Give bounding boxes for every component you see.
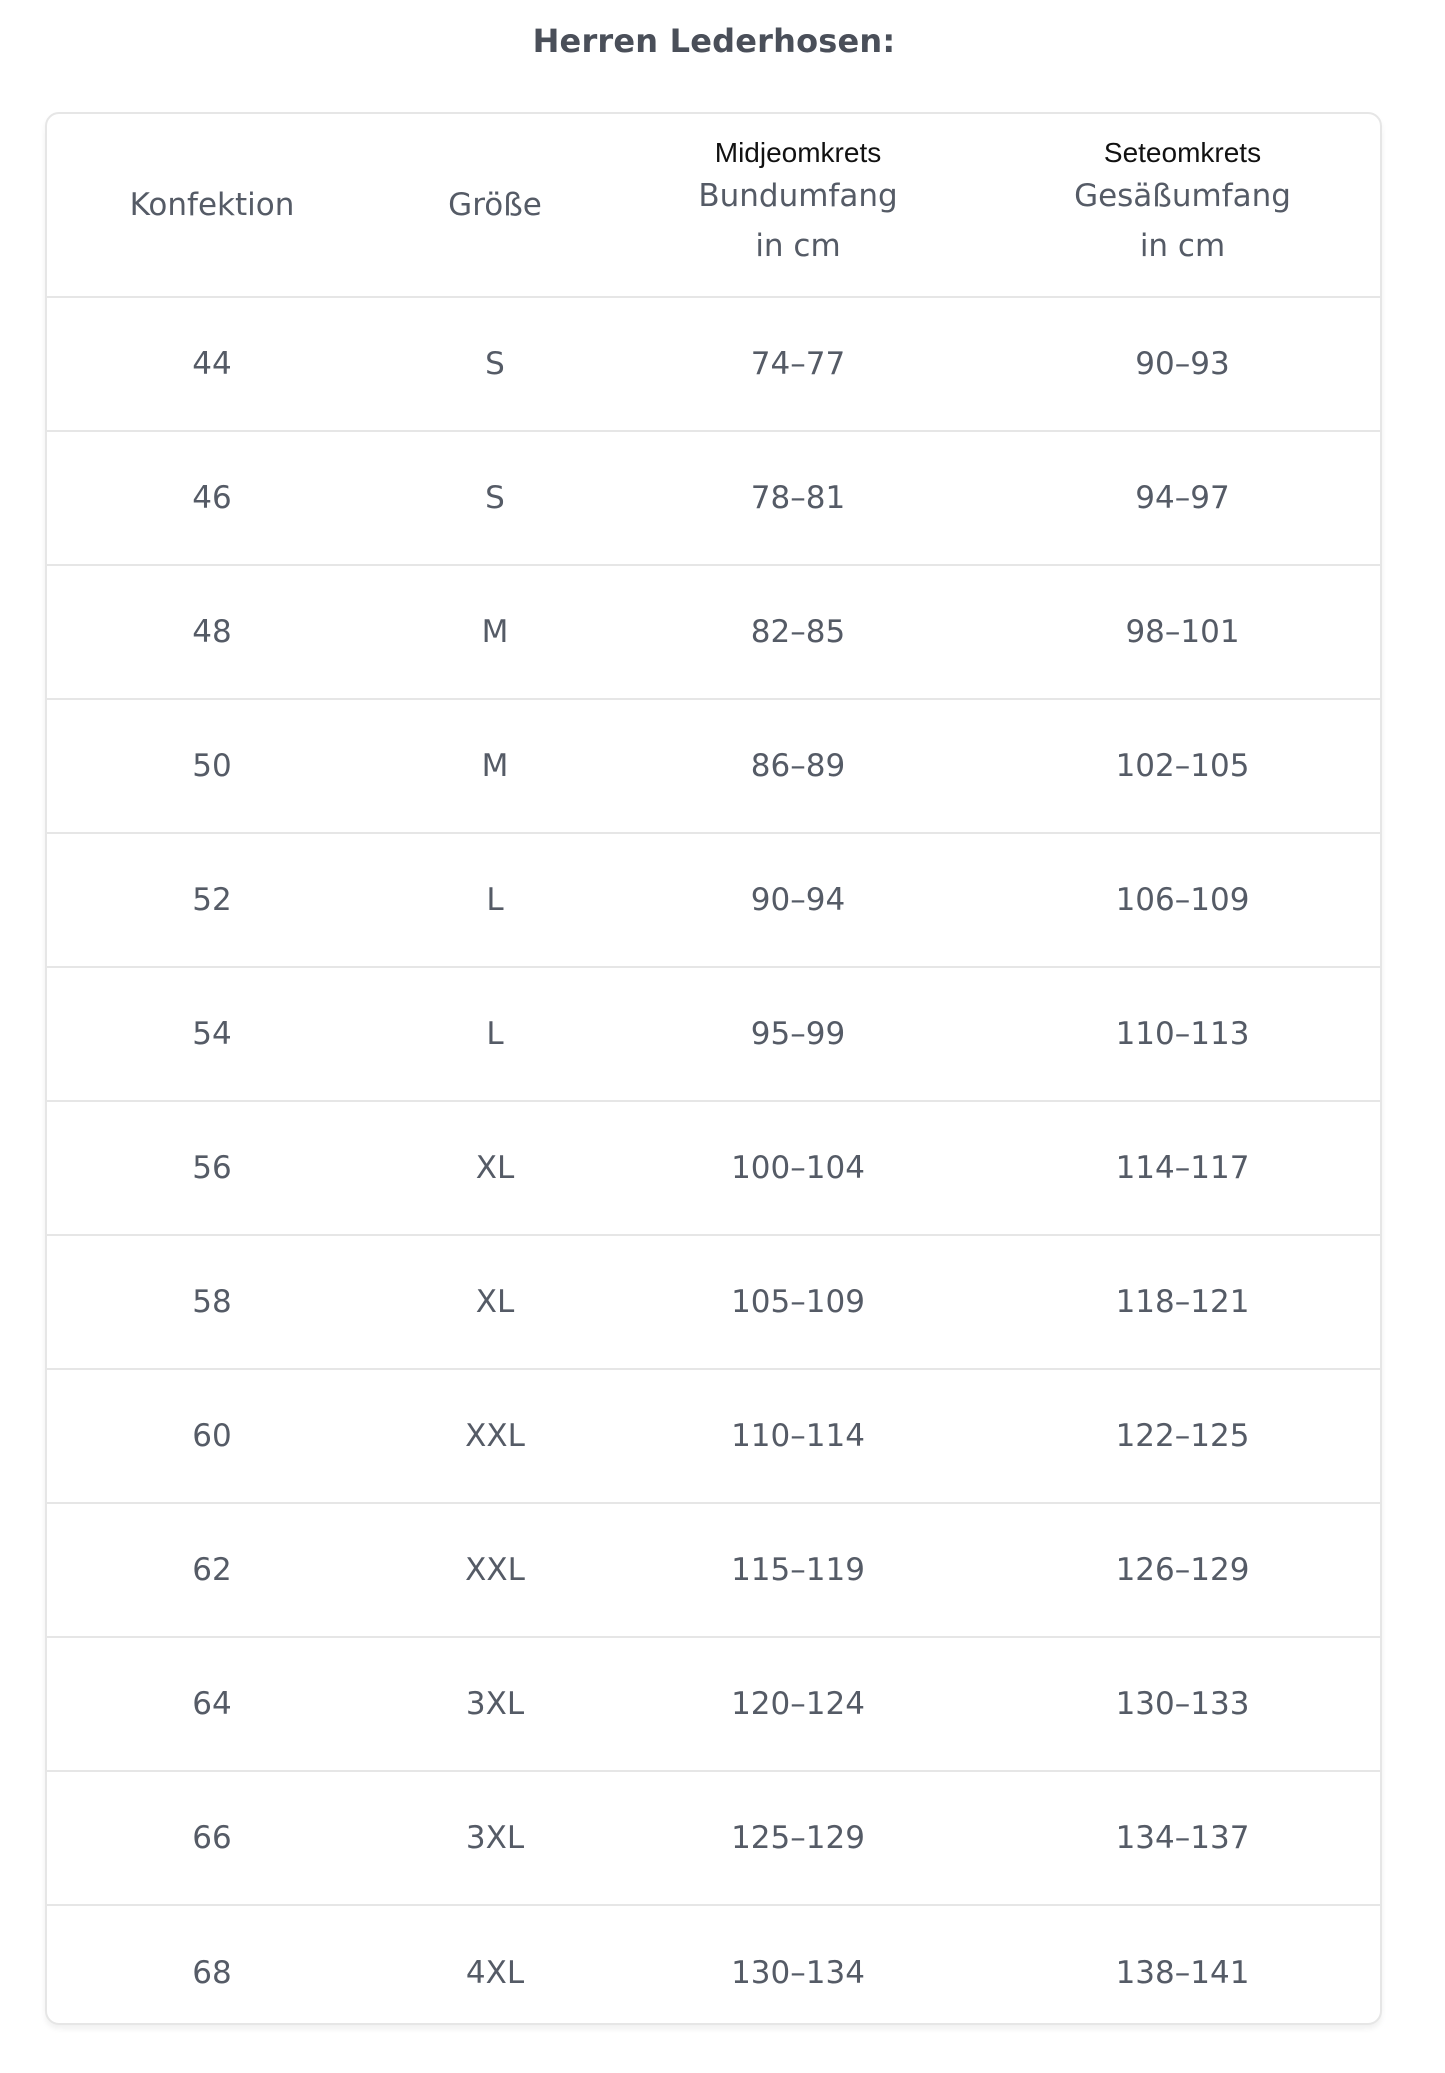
cell-bundumfang-value: 78–81 <box>750 480 846 516</box>
cell-groesse <box>377 1102 613 1234</box>
cell-gesaessumfang-value: 102–105 <box>1115 748 1250 784</box>
cell-groesse <box>377 1504 613 1636</box>
header-hip <box>983 114 1382 296</box>
size-table <box>45 112 1382 2025</box>
cell-bundumfang-value: 110–114 <box>731 1418 865 1454</box>
table-row <box>47 1236 1380 1370</box>
cell-gesaessumfang-value: 126–129 <box>1115 1552 1250 1588</box>
cell-gesaessumfang <box>983 1906 1382 2025</box>
cell-konfektion <box>47 1236 377 1368</box>
cell-gesaessumfang-value: 90–93 <box>1135 346 1230 382</box>
cell-groesse-value: M <box>481 748 509 784</box>
cell-konfektion <box>47 700 377 832</box>
cell-bundumfang <box>613 834 983 966</box>
cell-konfektion-value: 58 <box>192 1284 232 1320</box>
cell-groesse-value: 4XL <box>465 1955 525 1991</box>
cell-groesse-value: S <box>485 346 505 382</box>
cell-bundumfang-value: 125–129 <box>731 1820 865 1856</box>
cell-groesse <box>377 1370 613 1502</box>
cell-gesaessumfang <box>983 1102 1382 1234</box>
cell-groesse-value: S <box>485 480 505 516</box>
cell-konfektion <box>47 298 377 430</box>
cell-groesse <box>377 700 613 832</box>
cell-gesaessumfang-value: 94–97 <box>1135 480 1230 516</box>
cell-konfektion-value: 52 <box>192 882 232 918</box>
cell-bundumfang <box>613 1638 983 1770</box>
cell-bundumfang-value: 105–109 <box>731 1284 865 1320</box>
header-hip-label: Gesäßumfang <box>1074 178 1291 214</box>
cell-konfektion-value: 60 <box>192 1418 232 1454</box>
cell-konfektion-value: 62 <box>192 1552 232 1588</box>
cell-konfektion <box>47 968 377 1100</box>
header-groesse <box>377 114 613 296</box>
cell-gesaessumfang-value: 130–133 <box>1115 1686 1250 1722</box>
cell-bundumfang <box>613 1236 983 1368</box>
cell-bundumfang <box>613 566 983 698</box>
cell-gesaessumfang-value: 138–141 <box>1115 1955 1250 1991</box>
cell-konfektion <box>47 432 377 564</box>
cell-bundumfang-value: 120–124 <box>731 1686 865 1722</box>
cell-konfektion <box>47 834 377 966</box>
cell-groesse-value: M <box>481 614 509 650</box>
cell-groesse <box>377 834 613 966</box>
table-row <box>47 1102 1380 1236</box>
page-title: Herren Lederhosen: <box>532 22 896 60</box>
cell-groesse <box>377 968 613 1100</box>
cell-bundumfang <box>613 1906 983 2025</box>
cell-bundumfang <box>613 700 983 832</box>
cell-bundumfang-value: 115–119 <box>731 1552 865 1588</box>
header-waist-norwegian: Midjeomkrets <box>714 137 882 168</box>
table-row <box>47 1370 1380 1504</box>
cell-konfektion-value: 68 <box>192 1955 232 1991</box>
table-row <box>47 298 1380 432</box>
cell-bundumfang-value: 82–85 <box>750 614 846 650</box>
cell-groesse <box>377 432 613 564</box>
cell-konfektion-value: 64 <box>192 1686 232 1722</box>
cell-gesaessumfang <box>983 700 1382 832</box>
cell-gesaessumfang-value: 134–137 <box>1115 1820 1250 1856</box>
table-row <box>47 700 1380 834</box>
cell-konfektion-value: 48 <box>192 614 232 650</box>
cell-gesaessumfang <box>983 1236 1382 1368</box>
cell-bundumfang-value: 74–77 <box>750 346 846 382</box>
cell-konfektion <box>47 1906 377 2025</box>
cell-groesse <box>377 1638 613 1770</box>
cell-groesse-value: 3XL <box>465 1686 525 1722</box>
cell-groesse-value: XXL <box>465 1552 525 1588</box>
cell-groesse-value: L <box>486 1016 504 1052</box>
header-groesse-label: Größe <box>448 187 542 223</box>
cell-groesse-value: XXL <box>465 1418 525 1454</box>
cell-konfektion-value: 54 <box>192 1016 232 1052</box>
table-row <box>47 432 1380 566</box>
cell-gesaessumfang <box>983 432 1382 564</box>
cell-konfektion <box>47 1504 377 1636</box>
cell-bundumfang-value: 86–89 <box>750 748 846 784</box>
cell-groesse <box>377 1906 613 2025</box>
cell-konfektion-value: 50 <box>192 748 232 784</box>
cell-konfektion <box>47 1638 377 1770</box>
header-waist-unit: in cm <box>755 228 841 264</box>
cell-groesse-value: L <box>486 882 504 918</box>
cell-bundumfang <box>613 1102 983 1234</box>
table-header-row <box>47 114 1380 298</box>
cell-bundumfang <box>613 1504 983 1636</box>
cell-groesse <box>377 1236 613 1368</box>
cell-gesaessumfang <box>983 1504 1382 1636</box>
cell-bundumfang <box>613 968 983 1100</box>
cell-bundumfang <box>613 1370 983 1502</box>
cell-konfektion-value: 44 <box>192 346 232 382</box>
table-row <box>47 1504 1380 1638</box>
cell-bundumfang <box>613 298 983 430</box>
cell-groesse <box>377 1772 613 1904</box>
cell-gesaessumfang-value: 110–113 <box>1115 1016 1250 1052</box>
header-konfektion-label: Konfektion <box>129 187 295 223</box>
header-konfektion <box>47 114 377 296</box>
cell-groesse <box>377 298 613 430</box>
cell-gesaessumfang-value: 106–109 <box>1115 882 1250 918</box>
cell-bundumfang-value: 130–134 <box>731 1955 865 1991</box>
cell-konfektion-value: 66 <box>192 1820 232 1856</box>
table-row <box>47 1772 1380 1906</box>
cell-konfektion <box>47 1102 377 1234</box>
cell-gesaessumfang <box>983 298 1382 430</box>
cell-gesaessumfang-value: 114–117 <box>1115 1150 1250 1186</box>
cell-gesaessumfang-value: 98–101 <box>1125 614 1240 650</box>
cell-bundumfang <box>613 432 983 564</box>
cell-gesaessumfang <box>983 1370 1382 1502</box>
cell-konfektion <box>47 1370 377 1502</box>
table-row <box>47 1906 1380 2025</box>
cell-groesse-value: XL <box>475 1284 515 1320</box>
cell-gesaessumfang <box>983 1772 1382 1904</box>
header-waist-label: Bundumfang <box>698 178 898 214</box>
header-hip-norwegian: Seteomkrets <box>1103 137 1262 168</box>
header-hip-unit: in cm <box>1139 228 1226 264</box>
header-waist <box>613 114 983 296</box>
cell-gesaessumfang <box>983 1638 1382 1770</box>
cell-konfektion <box>47 1772 377 1904</box>
cell-konfektion-value: 46 <box>192 480 232 516</box>
table-row <box>47 968 1380 1102</box>
cell-groesse <box>377 566 613 698</box>
cell-bundumfang <box>613 1772 983 1904</box>
cell-gesaessumfang <box>983 566 1382 698</box>
cell-bundumfang-value: 90–94 <box>750 882 846 918</box>
table-row <box>47 1638 1380 1772</box>
cell-bundumfang-value: 95–99 <box>750 1016 846 1052</box>
table-row <box>47 566 1380 700</box>
cell-gesaessumfang <box>983 834 1382 966</box>
cell-groesse-value: XL <box>475 1150 515 1186</box>
cell-groesse-value: 3XL <box>465 1820 525 1856</box>
cell-gesaessumfang-value: 122–125 <box>1115 1418 1250 1454</box>
cell-bundumfang-value: 100–104 <box>731 1150 865 1186</box>
cell-konfektion-value: 56 <box>192 1150 232 1186</box>
table-row <box>47 834 1380 968</box>
cell-gesaessumfang <box>983 968 1382 1100</box>
cell-gesaessumfang-value: 118–121 <box>1115 1284 1250 1320</box>
cell-konfektion <box>47 566 377 698</box>
